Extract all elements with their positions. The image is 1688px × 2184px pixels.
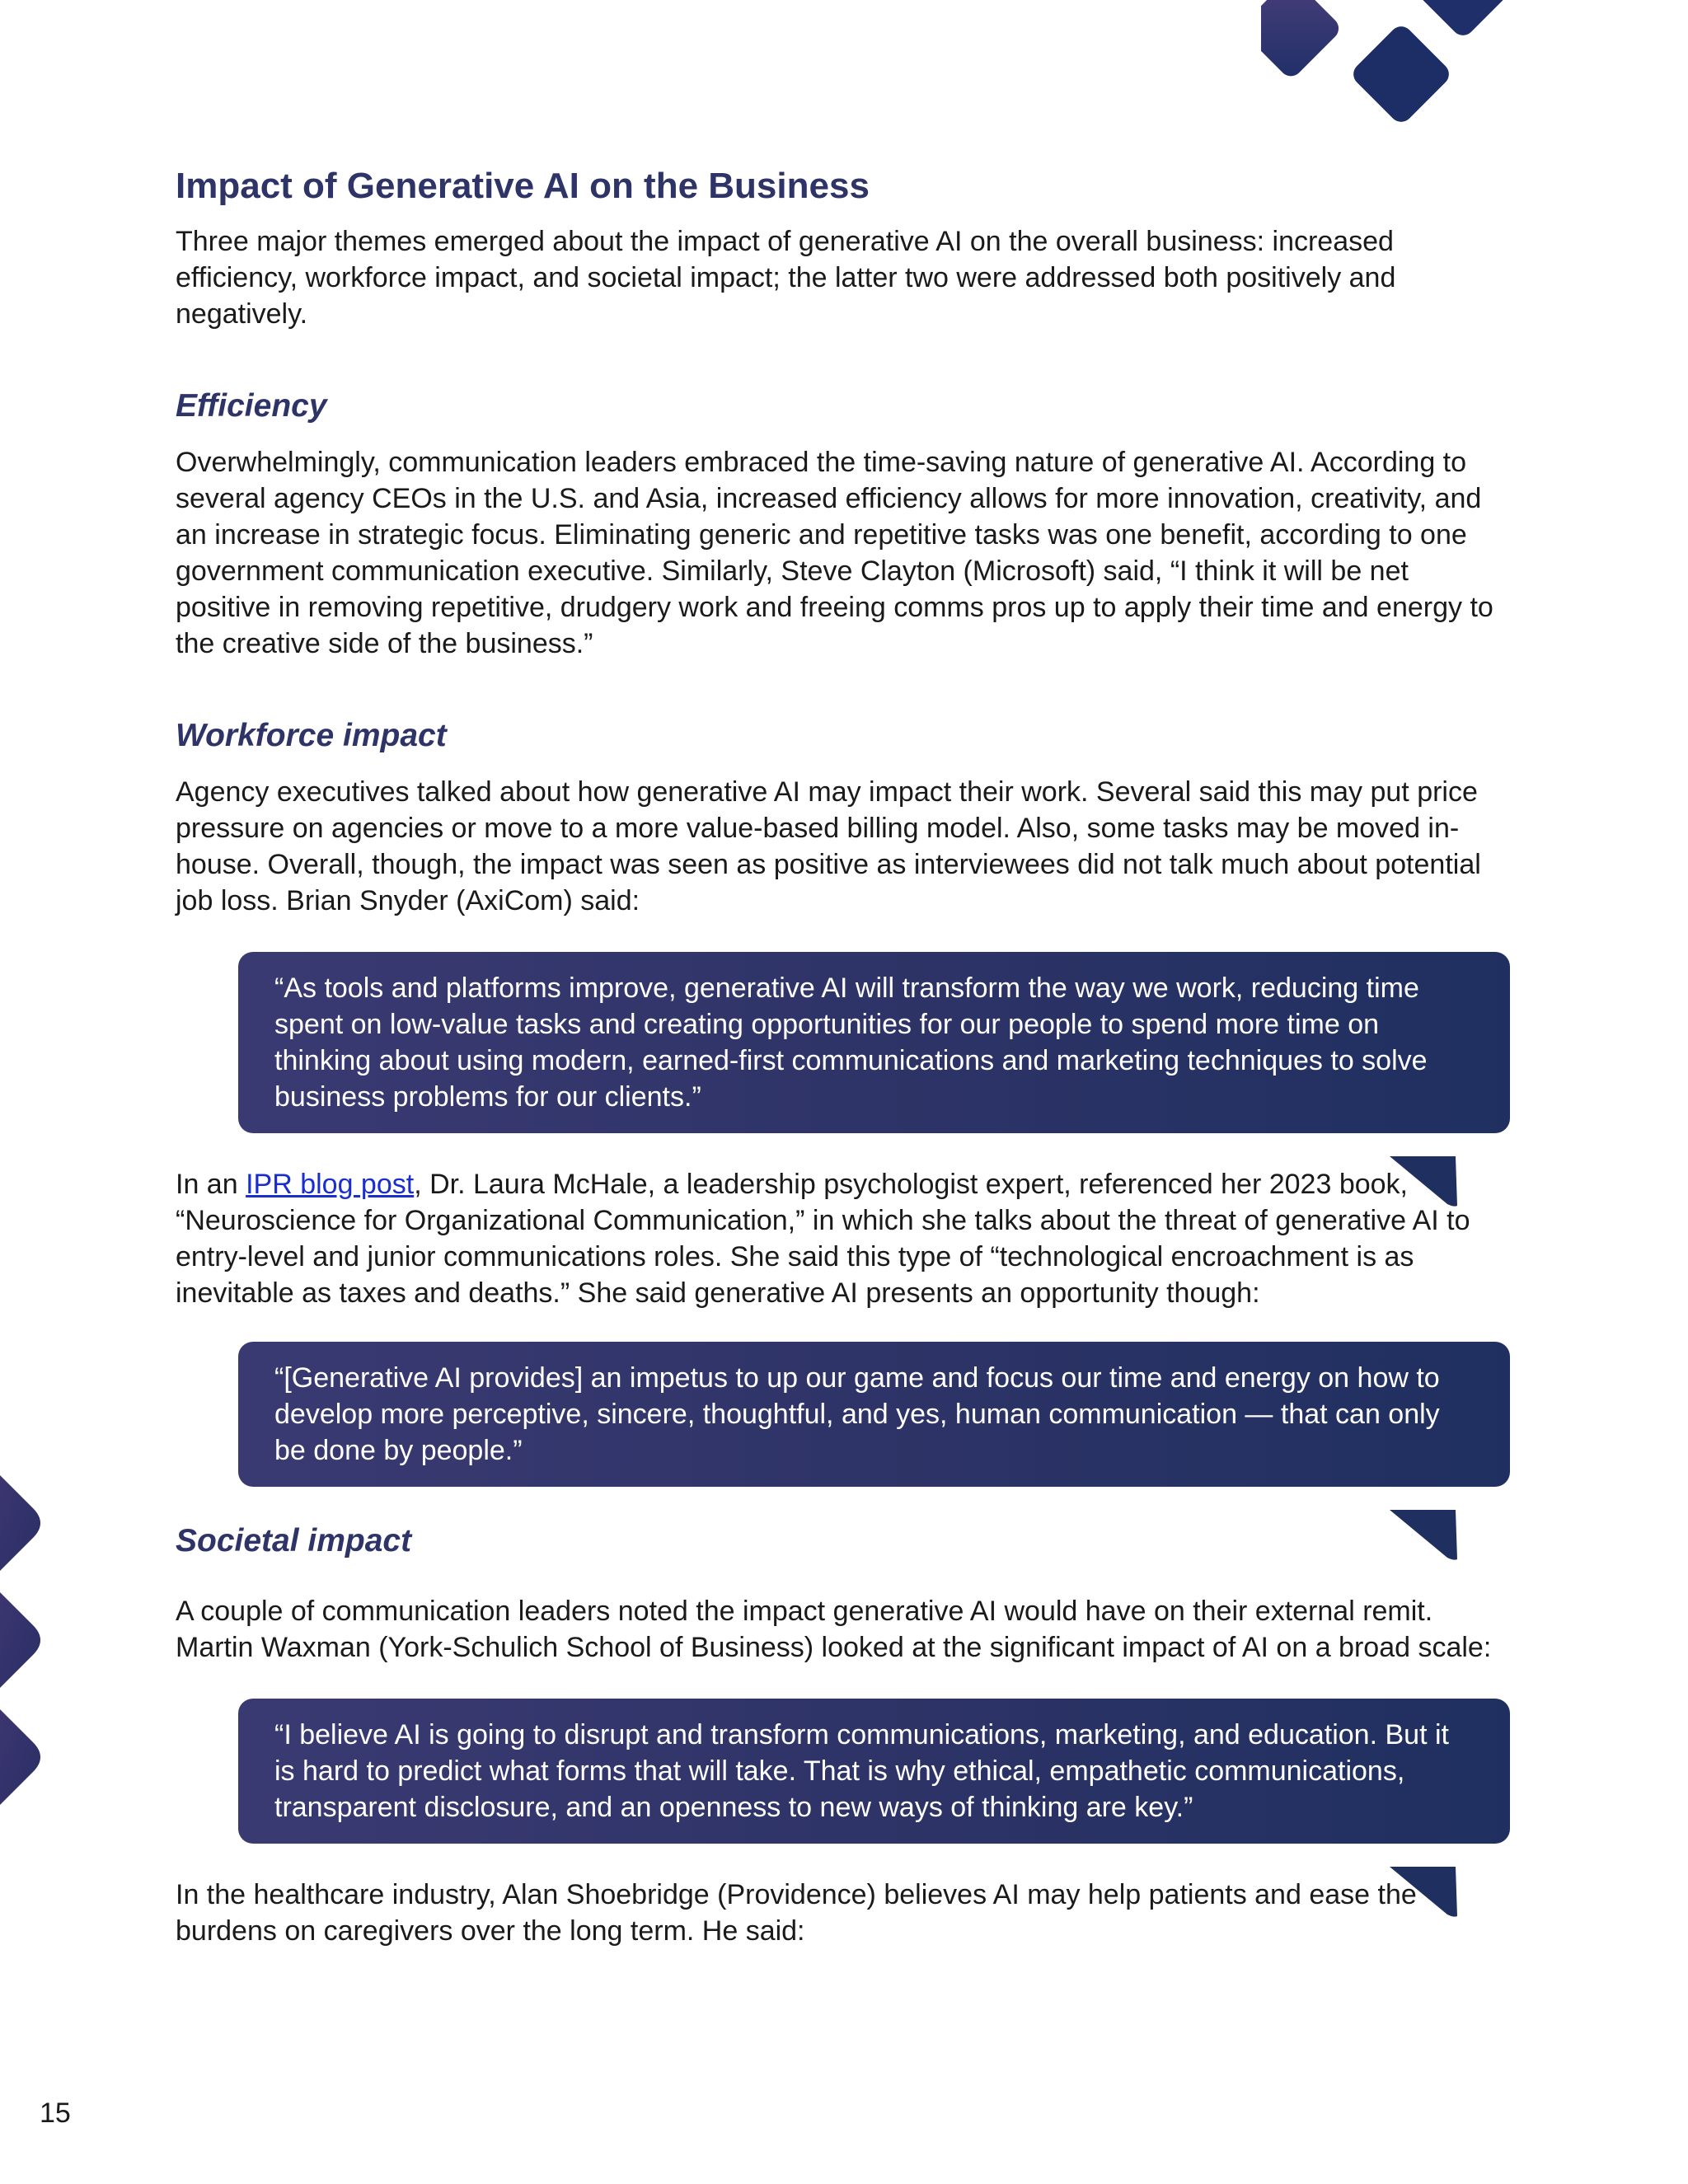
diamond-shape — [1261, 0, 1343, 81]
section-heading-societal: Societal impact — [176, 1523, 412, 1558]
efficiency-paragraph: Overwhelmingly, communication leaders embraced the time-saving nature of generative AI. According to several agency CEOs in the U.S. and Asia, increased efficiency allows for more innovation, creativity, and an increase in strategic focus. Eliminating generic and repetitive tasks was one benefit, according to one government communication executive. Similarly, Steve Clayton (Microsoft) said, “I think it will be net positive in removing repetitive, drudgery work and freeing comms pros up to apply their time and energy to the creative side of the business.” — [176, 447, 1493, 659]
workforce-paragraph: Agency executives talked about how generative AI may impact their work. Several said this may put price pressure on agencies or move to a more value-based billing model. Also, some tasks may be moved in-house. Overall, though, the impact was seen as positive as interviewees did not talk much about potential job loss. Brian Snyder (AxiCom) said: — [176, 776, 1481, 916]
quote-callout-mchale — [238, 1342, 1510, 1487]
mchale-paragraph-rest: , Dr. Laura McHale, a leadership psychologist expert, referenced her 2023 book, “Neuroscience for Organizational Communication,” in which she talks about the threat of generative AI to entry-level and junior communications roles. She said this type of “technological encroachment is as inevitable as taxes and deaths.” She said generative AI presents an opportunity though: — [176, 1169, 1470, 1309]
page-content — [176, 162, 1511, 1949]
ipr-blog-post-link[interactable]: IPR blog post — [246, 1169, 415, 1200]
diamond-shape — [1348, 21, 1453, 126]
quote-text: “[Generative AI provides] an impetus to up our game and focus our time and energy on how to develop more perceptive, sincere, thoughtful, and yes, human communication — that can only be done by people.” — [274, 1362, 1440, 1466]
decorative-diamonds-top-right — [1261, 0, 1525, 132]
quote-callout-snyder — [238, 952, 1510, 1133]
closing-paragraph: In the healthcare industry, Alan Shoebridge (Providence) believes AI may help patients and ease the burdens on caregivers over the long term. He said: — [176, 1879, 1417, 1947]
page-number: 15 — [40, 2097, 71, 2129]
section-heading-efficiency: Efficiency — [176, 388, 327, 424]
chevron-shape — [0, 1592, 40, 1688]
chevron-shape — [0, 1475, 40, 1571]
mchale-paragraph — [176, 1166, 1511, 1311]
quote-text: “I believe AI is going to disrupt and transform communications, marketing, and education. But it is hard to predict what forms that will take. That is why ethical, empathetic communications, transparent disclosure, and an openness to new ways of thinking are key.” — [274, 1719, 1449, 1823]
diamond-shape — [1410, 0, 1515, 40]
page-title: Impact of Generative AI on the Business — [176, 166, 870, 206]
chevron-shape — [0, 1709, 40, 1805]
societal-paragraph: A couple of communication leaders noted the impact generative AI would have on their external remit. Martin Waxman (York-Schulich School of Business) looked at the significant impact of AI on a broad scale: — [176, 1596, 1492, 1663]
mchale-paragraph-prefix: In an — [176, 1169, 246, 1200]
intro-paragraph: Three major themes emerged about the impact of generative AI on the overall business: increased efficiency, workforce impact, and societal impact; the latter two were addressed both positively and negatively. — [176, 226, 1396, 330]
quote-callout-waxman — [238, 1699, 1510, 1844]
decorative-chevrons-left — [0, 1467, 58, 1821]
quote-text: “As tools and platforms improve, generative AI will transform the way we work, reducing time spent on low-value tasks and creating opportunities for our people to spend more time on thinking about using modern, earned-first communications and marketing techniques to solve business problems for our clients.” — [274, 972, 1428, 1113]
section-heading-workforce: Workforce impact — [176, 718, 447, 753]
